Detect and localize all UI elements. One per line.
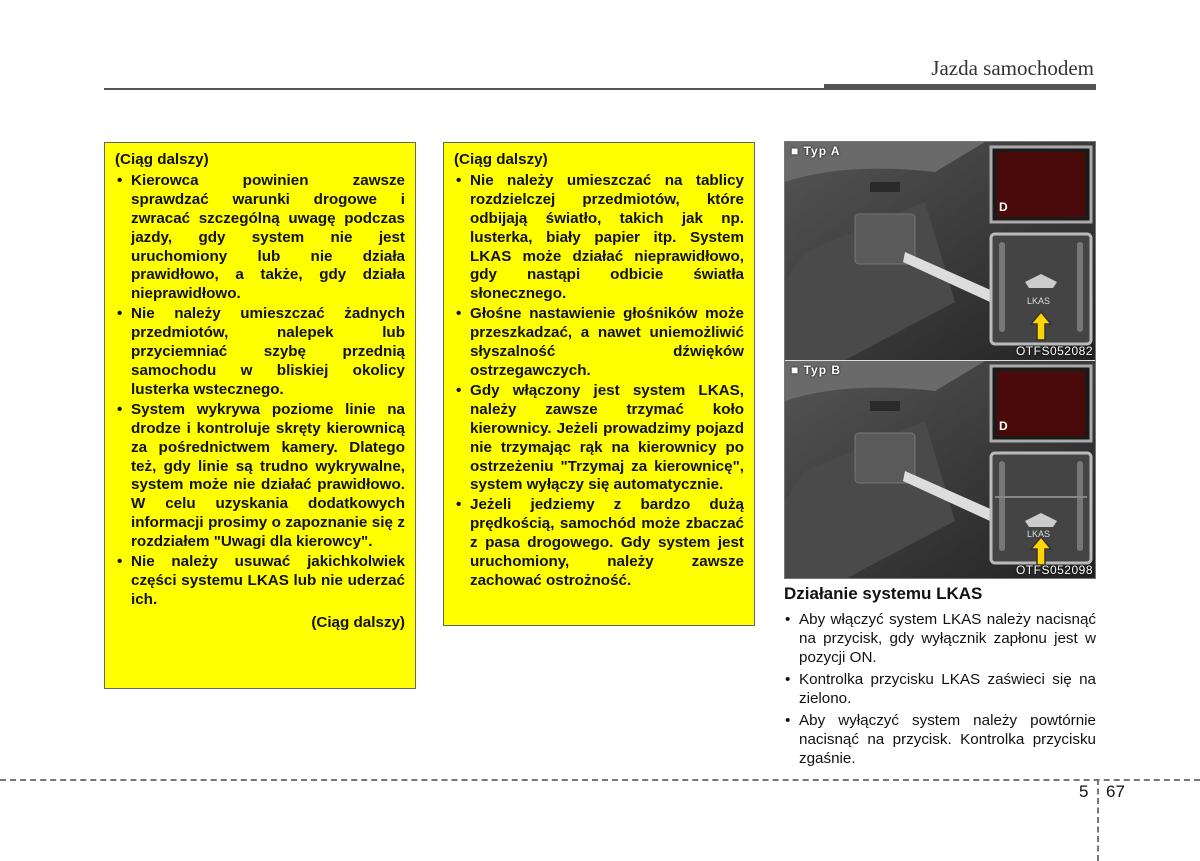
dashboard-illustration [785,142,1095,360]
warning-box-middle [443,142,755,626]
warning-list [454,172,744,591]
warning-item: • Głośne nastawienie głośników może przeszkadzać, a nawet uniemożliwić słyszalność dźwięków ostrzegawczych. [454,305,744,381]
figure-panel-type-b [785,360,1095,579]
instruction-item: • Aby włączyć system LKAS należy nacisnąć na przycisk, gdy wyłącznik zapłonu jest w pozycji ON. [784,610,1096,667]
display-gear-indicator: D [999,419,1008,433]
instruction-list [784,610,1096,771]
footer-vertical-rule [1097,779,1099,861]
warning-item: • Nie należy usuwać jakichkolwiek części systemu LKAS lub nie uderzać ich. [115,553,405,610]
figure-label: ■ Typ B [791,363,842,377]
continued-label: (Ciąg dalszy) [454,151,548,168]
lkas-button-label: LKAS [1027,296,1051,306]
figure-label: ■ Typ A [791,144,841,158]
warning-box-left [104,142,416,689]
header-rule-accent [824,84,1096,89]
figure-panel-type-a [785,142,1095,360]
continued-label-end: (Ciąg dalszy) [311,613,405,631]
display-gear-indicator: D [999,200,1008,214]
lkas-button-label: LKAS [1027,529,1051,539]
instruction-item: • Aby wyłączyć system należy powtórnie nacisnąć na przycisk. Kontrolka przycisku zgaśnie. [784,711,1096,768]
warning-item: • Jeżeli jedziemy z bardzo dużą prędkością, samochód może zbaczać z pasa drogowego. Gdy system jest uruchomiony, należy zawsze zachować ostrożność. [454,496,744,591]
warning-item: • System wykrywa poziome linie na drodze i kontroluje skręty kierownicą za pośrednictwem kamery. Dlatego też, gdy linie są trudno wykrywalne, system może nie działać prawidłowo. W celu uzyskania dodatkowych informacji prosimy o zapoznanie się z rozdziałem "Uwagi dla kierowcy". [115,401,405,552]
chapter-number: 5 [1079,782,1089,801]
page-number: 67 [1106,782,1125,801]
continued-label: (Ciąg dalszy) [115,151,209,168]
warning-item: • Nie należy umieszczać żadnych przedmiotów, nalepek lub przyciemniać szybę przednią samochodu w bliskiej okolicy lusterka wstecznego. [115,305,405,400]
lkas-button-figure [784,141,1096,579]
section-title: Działanie systemu LKAS [784,584,983,603]
figure-code: OTFS052082 [1015,344,1093,358]
footer-rule [0,779,1200,781]
warning-list [115,172,405,610]
instruction-item: • Kontrolka przycisku LKAS zaświeci się na zielono. [784,670,1096,708]
warning-item: • Nie należy umieszczać na tablicy rozdzielczej przedmiotów, które odbijają światło, takich jak np. lusterka, biały papier itp. System LKAS może działać nieprawidłowo, gdy nastąpi odbicie światła słonecznego. [454,172,744,304]
warning-item: • Gdy włączony jest system LKAS, należy zawsze trzymać koło kierownicy. Jeżeli prowadzimy pojazd nie trzymając rąk na kierownicy po ostrzeżeniu "Trzymaj za kierownicę", system wyłączy się automatycznie. [454,382,744,495]
figure-code: OTFS052098 [1015,563,1093,577]
page-header-title: Jazda samochodem [931,56,1094,80]
warning-item: • Kierowca powinien zawsze sprawdzać warunki drogowe i zwracać szczególną uwagę podczas jazdy, gdy system nie jest uruchomiony lub nie działa prawidłowo, a także, gdy działa nieprawidłowo. [115,172,405,304]
dashboard-illustration [785,361,1095,579]
